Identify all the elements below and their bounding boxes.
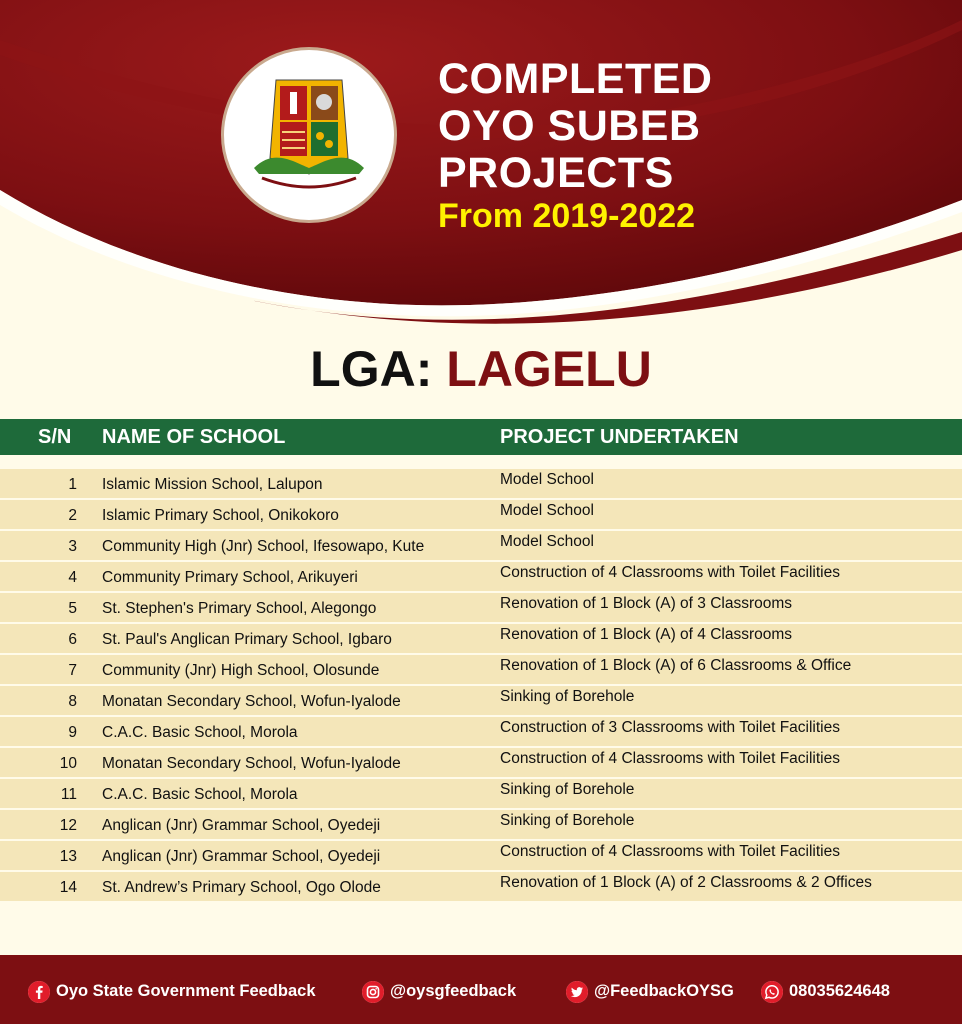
social-whatsapp[interactable]	[761, 979, 890, 1003]
row-sn: 14	[59, 879, 77, 896]
row-project: Construction of 4 Classrooms with Toilet Facilities	[500, 750, 840, 767]
column-header-project: PROJECT UNDERTAKEN	[500, 426, 739, 448]
row-project: Model School	[500, 502, 594, 519]
social-text: 08035624648	[789, 982, 890, 1000]
row-project: Model School	[500, 471, 594, 488]
row-project: Sinking of Borehole	[500, 688, 635, 705]
row-sn: 12	[59, 817, 77, 834]
row-school: C.A.C. Basic School, Morola	[102, 786, 298, 803]
table-row	[0, 872, 962, 901]
social-text: @FeedbackOYSG	[594, 982, 734, 1000]
row-project: Renovation of 1 Block (A) of 2 Classrooms & 2 Offices	[500, 874, 872, 891]
table-body	[0, 469, 962, 903]
table-header	[0, 419, 962, 455]
table-row	[0, 500, 962, 529]
lga-heading	[0, 337, 962, 401]
row-project: Renovation of 1 Block (A) of 6 Classrooms & Office	[500, 657, 852, 674]
table-row	[0, 562, 962, 591]
table-row	[0, 810, 962, 839]
table-row	[0, 593, 962, 622]
footer	[0, 955, 962, 1024]
table-row	[0, 717, 962, 746]
whatsapp-icon	[761, 981, 783, 1003]
row-school: Community (Jnr) High School, Olosunde	[102, 662, 380, 679]
column-header-sn: S/N	[38, 426, 72, 448]
row-school: Anglican (Jnr) Grammar School, Oyedeji	[102, 817, 381, 834]
table-row	[0, 624, 962, 653]
row-sn: 10	[59, 755, 77, 772]
row-project: Construction of 3 Classrooms with Toilet Facilities	[500, 719, 840, 736]
row-school: Community Primary School, Arikuyeri	[102, 569, 358, 586]
row-school: Islamic Primary School, Onikokoro	[102, 507, 339, 524]
row-sn: 13	[59, 848, 77, 865]
row-sn: 11	[60, 786, 77, 803]
row-sn: 7	[68, 662, 77, 679]
title-line: COMPLETED	[438, 55, 713, 103]
row-sn: 4	[68, 569, 77, 586]
table-row	[0, 469, 962, 498]
table-row	[0, 531, 962, 560]
title-line: PROJECTS	[438, 149, 674, 197]
facebook-icon	[28, 981, 50, 1003]
lga-label: LGA:	[310, 341, 433, 397]
row-school: St. Paul's Anglican Primary School, Igbaro	[102, 631, 392, 648]
row-project: Renovation of 1 Block (A) of 3 Classrooms	[500, 595, 793, 612]
row-project: Model School	[500, 533, 594, 550]
table-row	[0, 686, 962, 715]
row-school: Community High (Jnr) School, Ifesowapo, Kute	[102, 538, 425, 555]
lga-name: LAGELU	[446, 341, 652, 397]
column-header-school: NAME OF SCHOOL	[102, 426, 286, 448]
social-twitter[interactable]	[566, 979, 734, 1003]
row-project: Construction of 4 Classrooms with Toilet Facilities	[500, 564, 840, 581]
row-school: St. Stephen's Primary School, Alegongo	[102, 600, 377, 617]
row-sn: 5	[68, 600, 77, 617]
social-facebook[interactable]	[28, 979, 316, 1003]
row-sn: 6	[68, 631, 77, 648]
table-row	[0, 748, 962, 777]
row-sn: 9	[68, 724, 77, 741]
oyo-state-coat-of-arms-icon	[224, 50, 394, 220]
table-row	[0, 841, 962, 870]
row-project: Sinking of Borehole	[500, 812, 635, 829]
instagram-icon	[362, 981, 384, 1003]
social-instagram[interactable]	[362, 979, 516, 1003]
oyo-state-logo	[221, 47, 397, 223]
row-sn: 2	[68, 507, 77, 524]
row-school: Monatan Secondary School, Wofun-Iyalode	[102, 755, 401, 772]
table-row	[0, 655, 962, 684]
row-school: Anglican (Jnr) Grammar School, Oyedeji	[102, 848, 381, 865]
row-school: St. Andrew’s Primary School, Ogo Olode	[102, 879, 381, 896]
twitter-icon	[566, 981, 588, 1003]
title-years: From 2019-2022	[438, 197, 696, 235]
row-school: C.A.C. Basic School, Morola	[102, 724, 298, 741]
social-text: @oysgfeedback	[390, 982, 517, 1000]
table-row	[0, 779, 962, 808]
row-school: Monatan Secondary School, Wofun-Iyalode	[102, 693, 401, 710]
row-project: Construction of 4 Classrooms with Toilet Facilities	[500, 843, 840, 860]
row-project: Renovation of 1 Block (A) of 4 Classrooms	[500, 626, 793, 643]
row-project: Sinking of Borehole	[500, 781, 635, 798]
row-sn: 1	[68, 476, 77, 493]
social-text: Oyo State Government Feedback	[56, 982, 316, 1000]
row-sn: 8	[68, 693, 77, 710]
title-line: OYO SUBEB	[438, 102, 701, 150]
row-sn: 3	[68, 538, 77, 555]
row-school: Islamic Mission School, Lalupon	[102, 476, 323, 493]
